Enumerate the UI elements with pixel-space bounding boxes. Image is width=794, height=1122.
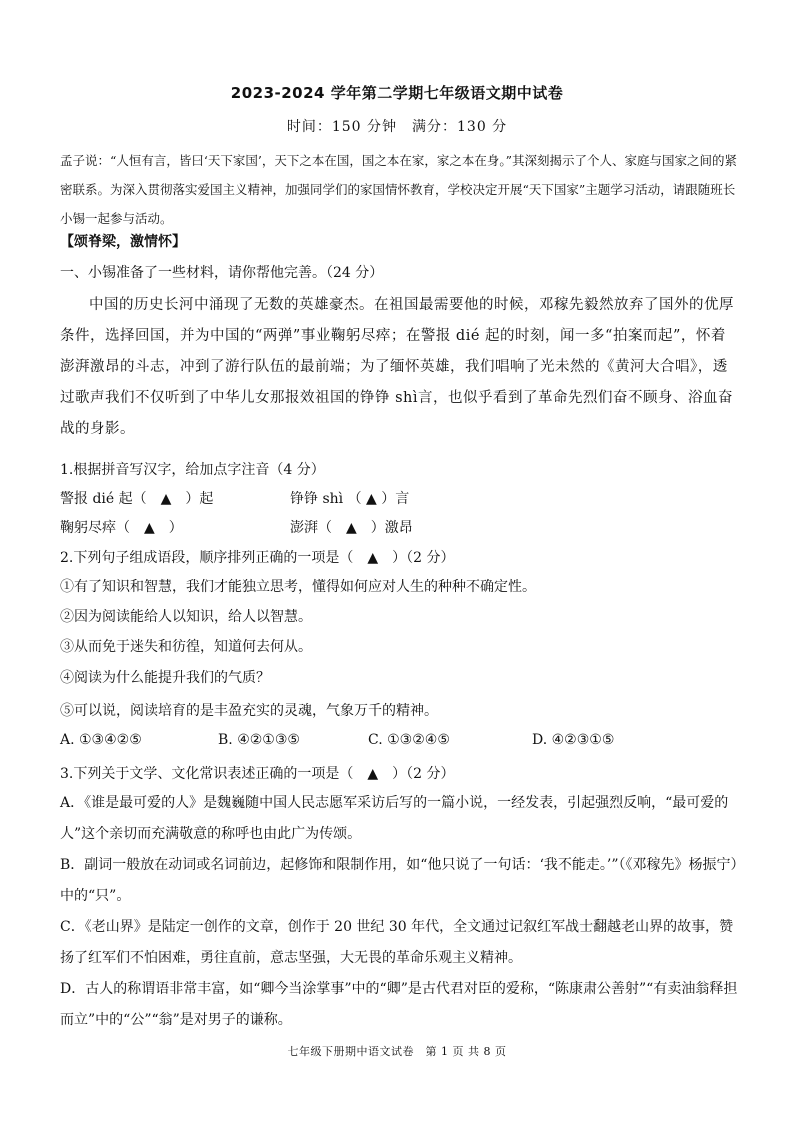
question-1-title: 一、小锡准备了一些材料，请你帮他完善。（24 分） — [60, 265, 384, 281]
option-b: B. ④②①③⑤ — [218, 732, 300, 748]
page-footer: 七年级下册期中语文试卷 第 1 页 共 8 页 — [287, 1045, 507, 1058]
option-d: D. ④②③①⑤ — [532, 732, 615, 748]
sentence-3: ③从而免于迷失和彷徨，知道何去何从。 — [60, 639, 312, 655]
sentence-4: ④阅读为什么能提升我们的气质？ — [60, 670, 270, 686]
q1-1-title: 1.根据拼音写汉字，给加点字注音（4 分） — [60, 462, 325, 478]
choice-c: C．《老山界》是陆定一创作的文章，创作于 20 世纪 30 年代，全文通过记叙红军战士翻越老山界的故事，赞扬了红军们不怕困难，勇往直前，意志坚强，大无畏的革命乐观主义精神。 — [60, 919, 734, 966]
reading-passage: 中国的历史长河中涌现了无数的英雄豪杰。在祖国最需要他的时候，邓稼先毅然放弃了国外的优厚条件，选择回国，并为中国的“两弹”事业鞠躬尽瘁；在警报 dié 起的时刻，闻一多“拍案而起”，怀着澎湃激昂的斗志，冲到了游行队伍的最前端；为了缅怀英雄，我们唱响了光未然的《黄河大合唱》，透过歌声我们不仅听到了中华儿女那报效祖国的铮铮 shì言，也似乎看到了革命先烈们奋不顾身、浴血奋战的身影。 — [60, 297, 734, 437]
q1-2-title: 2.下列句子组成语段，顺序排列正确的一项是（ ▲ ）（2 分） — [60, 550, 455, 566]
sentence-1: ①有了知识和智慧，我们才能独立思考，懂得如何应对人生的种种不确定性。 — [60, 579, 536, 595]
choice-a: A．《谁是最可爱的人》是魏巍随中国人民志愿军采访后写的一篇小说，一经发表，引起强烈反响，“最可爱的人”这个亲切而充满敬意的称呼也由此广为传颂。 — [60, 795, 729, 842]
option-a: A. ①③④②⑤ — [60, 732, 142, 748]
intro-paragraph: 孟子说：“人恒有言，皆曰‘天下家国’，天下之本在国，国之本在家，家之本在身。”其深刻揭示了个人、家庭与国家之间的紧密联系。为深入贯彻落实爱国主义精神，加强同学们的家国情怀教育，学校决定开展“天下国家”主题学习活动，请跟随班长小锡一起参与活动。 — [60, 153, 737, 226]
page-title: 2023-2024 学年第二学期七年级语文期中试卷 — [230, 84, 564, 102]
q1-1-item: 铮铮 shì （ ▲ ）言 — [290, 491, 410, 507]
q1-3-title: 3.下列关于文学、文化常识表述正确的一项是（ ▲ ）（2 分） — [60, 766, 455, 782]
choice-b: B．副词一般放在动词或名词前边，起修饰和限制作用，如“他只说了一句话：‘我不能走。’”（《邓稼先》杨振宁）中的“只”。 — [60, 857, 738, 904]
q1-1-item: 鞠躬尽瘁（ ▲ ） — [60, 520, 183, 536]
choice-d: D．古人的称谓语非常丰富，如“卿今当涂掌事”中的“卿”是古代君对臣的爱称，“陈康肃公善射”“有卖油翁释担而立”中的“公”“翁”是对男子的谦称。 — [60, 981, 738, 1028]
exam-meta: 时间：150 分钟 满分：130 分 — [286, 119, 508, 135]
q1-1-item: 警报 dié 起（ ▲ ）起 — [60, 491, 214, 507]
section-heading: 【颂脊梁，激情怀】 — [60, 234, 186, 250]
sentence-5: ⑤可以说，阅读培育的是丰盈充实的灵魂，气象万千的精神。 — [60, 703, 438, 719]
sentence-2: ②因为阅读能给人以知识，给人以智慧。 — [60, 609, 312, 625]
q1-1-item: 澎湃（ ▲ ）激昂 — [290, 520, 413, 536]
option-c: C. ①③②④⑤ — [368, 732, 450, 748]
